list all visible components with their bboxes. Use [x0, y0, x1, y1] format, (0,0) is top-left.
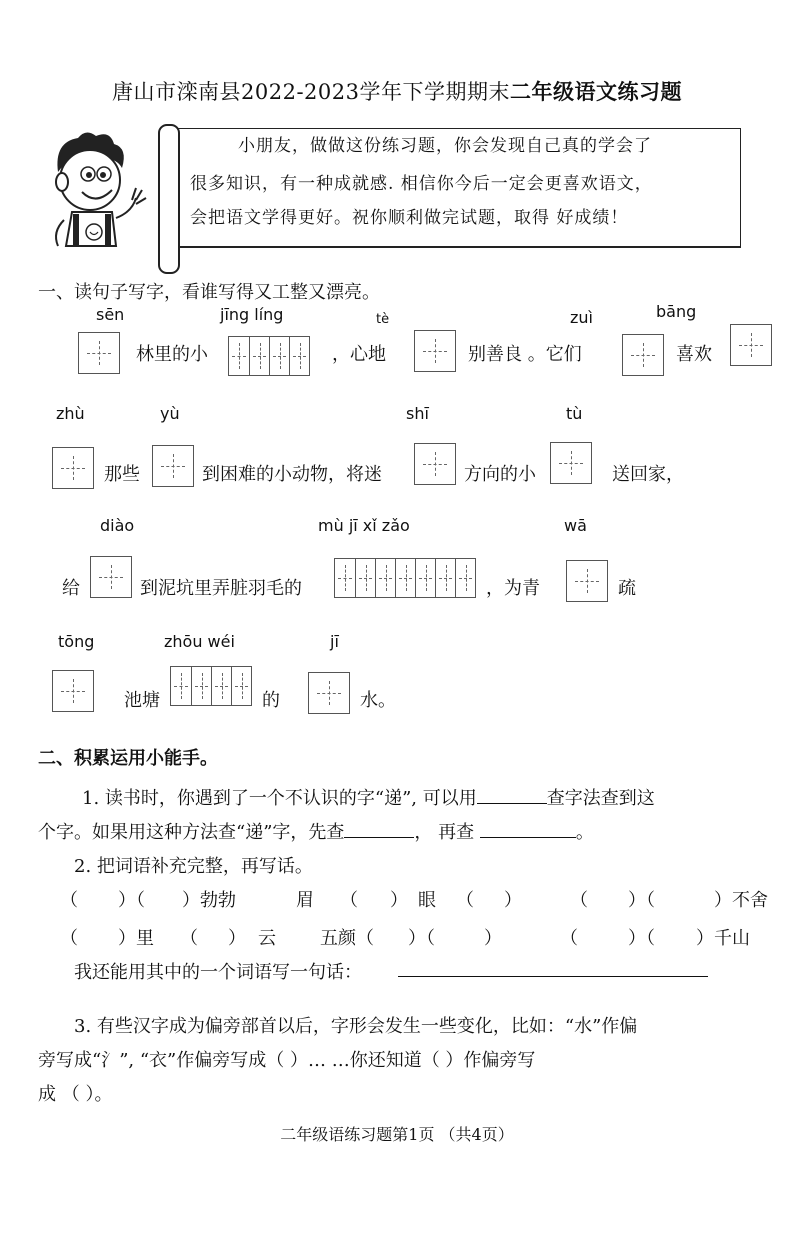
- sentence-r2d: 送回家，: [612, 464, 684, 485]
- sentence-r3a: 给: [62, 578, 80, 599]
- q2-row1-token-7: （: [456, 890, 474, 911]
- q1-blank-method[interactable]: [477, 785, 547, 804]
- sentence-r1a: 林里的小: [136, 344, 208, 365]
- q2-row2-token-4: 云: [258, 928, 276, 949]
- sentence-r3b: 到泥坑里弄脏羽毛的: [140, 578, 302, 599]
- section1-heading: 一、读句子写字，看谁写得又工整又漂亮。: [38, 282, 380, 303]
- writing-box-te[interactable]: [414, 330, 456, 372]
- sentence-r2a: 那些: [104, 464, 140, 485]
- intro-line-1: 小朋友，做做这份练习题，你会发现自己真的学会了: [238, 136, 652, 156]
- q3-line3: 成 （ ）。: [38, 1084, 113, 1105]
- q2-row1-token-0: （: [60, 890, 78, 911]
- q3-line1: 3. 有些汉字成为偏旁部首以后，字形会发生一些变化，比如：“水”作偏: [74, 1016, 638, 1037]
- sentence-r1c: 别善良 。它们: [468, 344, 582, 365]
- writing-box-diao[interactable]: [90, 556, 132, 598]
- intro-scroll-bottom-line: [176, 246, 740, 247]
- q2-row1-token-9: （: [570, 890, 588, 911]
- section2-heading: 二、积累运用小能手。: [38, 748, 218, 769]
- pinyin-diao: diào: [100, 516, 135, 535]
- title-bold: 二年级语文练习题: [509, 79, 682, 104]
- sentence-r3c: ，为青: [486, 578, 540, 599]
- pinyin-sen: sēn: [96, 305, 125, 324]
- sentence-r2b: 到困难的小动物，将迷: [202, 464, 382, 485]
- sentence-r2c: 方向的小: [464, 464, 536, 485]
- q2-row1-token-1: ）（: [118, 890, 145, 911]
- pinyin-wa: wā: [564, 516, 587, 535]
- writing-box-mujixizao[interactable]: [334, 558, 476, 598]
- q1-part5: 。: [575, 822, 594, 843]
- writing-box-zhu[interactable]: [52, 447, 94, 489]
- q2-row1-token-10: ）（: [628, 890, 655, 911]
- title-prefix: 唐山市滦南县2022-2023学年下学期期末: [112, 80, 510, 104]
- q2-write-line[interactable]: [398, 976, 708, 977]
- writing-box-sen[interactable]: [78, 332, 120, 374]
- sentence-r4b: 的: [262, 690, 280, 711]
- q2-row2-token-2: （: [180, 928, 198, 949]
- pinyin-tu: tù: [566, 404, 583, 423]
- q2-row1-token-3: 眉: [296, 890, 314, 911]
- q2-row1-token-8: ）: [504, 890, 522, 911]
- q2-row2-token-8: （: [560, 928, 578, 949]
- q2-row1-token-6: 眼: [418, 890, 436, 911]
- q2-row1-token-4: （: [340, 890, 358, 911]
- writing-box-ji[interactable]: [308, 672, 350, 714]
- pinyin-bang: bāng: [656, 302, 697, 321]
- writing-box-wa[interactable]: [566, 560, 608, 602]
- q1-part2: 查字法查到这: [546, 788, 655, 809]
- q1-line1: [82, 784, 655, 810]
- pinyin-zui: zuì: [570, 308, 593, 327]
- q2-row2-token-9: ）（: [628, 928, 655, 949]
- pinyin-te: tè: [376, 312, 390, 327]
- q2-row2-token-7: ）: [484, 928, 502, 949]
- intro-scroll-roll: [158, 124, 180, 274]
- pinyin-jingling: jīng líng: [220, 305, 284, 324]
- q1-line2: [38, 818, 594, 844]
- pinyin-zhu: zhù: [56, 404, 85, 423]
- sentence-r4c: 水。: [360, 690, 396, 711]
- cartoon-boy-illustration: [36, 128, 156, 253]
- q2-row1-token-11: ）不舍: [714, 890, 768, 911]
- pinyin-zhouwei: zhōu wéi: [164, 632, 235, 651]
- sentence-r1d: 喜欢: [676, 344, 712, 365]
- writing-box-yu[interactable]: [152, 445, 194, 487]
- pinyin-shi: shī: [406, 404, 429, 423]
- writing-box-jingling[interactable]: [228, 336, 310, 376]
- page-title: [0, 76, 794, 106]
- writing-box-bang[interactable]: [730, 324, 772, 366]
- q2-row2-token-1: ）里: [118, 928, 154, 949]
- q3-line2: 旁写成“氵”, “衣”作偏旁写成（ ）… …你还知道（ ）作偏旁写: [38, 1050, 536, 1071]
- q1-blank-first[interactable]: [344, 819, 414, 838]
- sentence-r4a: 池塘: [124, 690, 160, 711]
- intro-line-2: 很多知识，有一种成就感. 相信你今后一定会更喜欢语文，: [190, 174, 653, 194]
- q2-row2-token-3: ）: [228, 928, 246, 949]
- q2-row1-token-5: ）: [390, 890, 408, 911]
- page-footer: 二年级语练习题第1页 （共4页）: [280, 1125, 514, 1144]
- pinyin-tong: tōng: [58, 632, 95, 651]
- q2-row2-token-0: （: [60, 928, 78, 949]
- q1-blank-second[interactable]: [480, 819, 576, 838]
- q2-row2-token-10: ）千山: [696, 928, 750, 949]
- intro-line-3: 会把语文学得更好。祝你顺利做完试题，取得 好成绩！: [190, 208, 629, 228]
- q2-row1-token-2: ）勃勃: [182, 890, 236, 911]
- sentence-r1b: ，心地: [332, 344, 386, 365]
- pinyin-yu: yù: [160, 404, 180, 423]
- q2-row2-token-5: 五颜（: [320, 928, 374, 949]
- q2-title: 2. 把词语补充完整，再写话。: [74, 856, 313, 877]
- writing-box-tu[interactable]: [550, 442, 592, 484]
- q1-part4: ， 再查: [414, 822, 475, 843]
- q1-part1: 1. 读书时，你遇到了一个不认识的字“递”, 可以用: [82, 788, 477, 809]
- q2-write-prompt: 我还能用其中的一个词语写一句话：: [74, 962, 362, 983]
- pinyin-ji: jī: [330, 632, 339, 651]
- q1-part3: 个字。如果用这种方法查“递”字，先查: [38, 822, 345, 843]
- writing-box-tong[interactable]: [52, 670, 94, 712]
- writing-box-zhouwei[interactable]: [170, 666, 252, 706]
- writing-box-zui[interactable]: [622, 334, 664, 376]
- writing-box-shi[interactable]: [414, 443, 456, 485]
- pinyin-muji: mù jī xǐ zǎo: [318, 516, 410, 535]
- q2-row2-token-6: ）（: [408, 928, 435, 949]
- sentence-r3d: 疏: [618, 578, 636, 599]
